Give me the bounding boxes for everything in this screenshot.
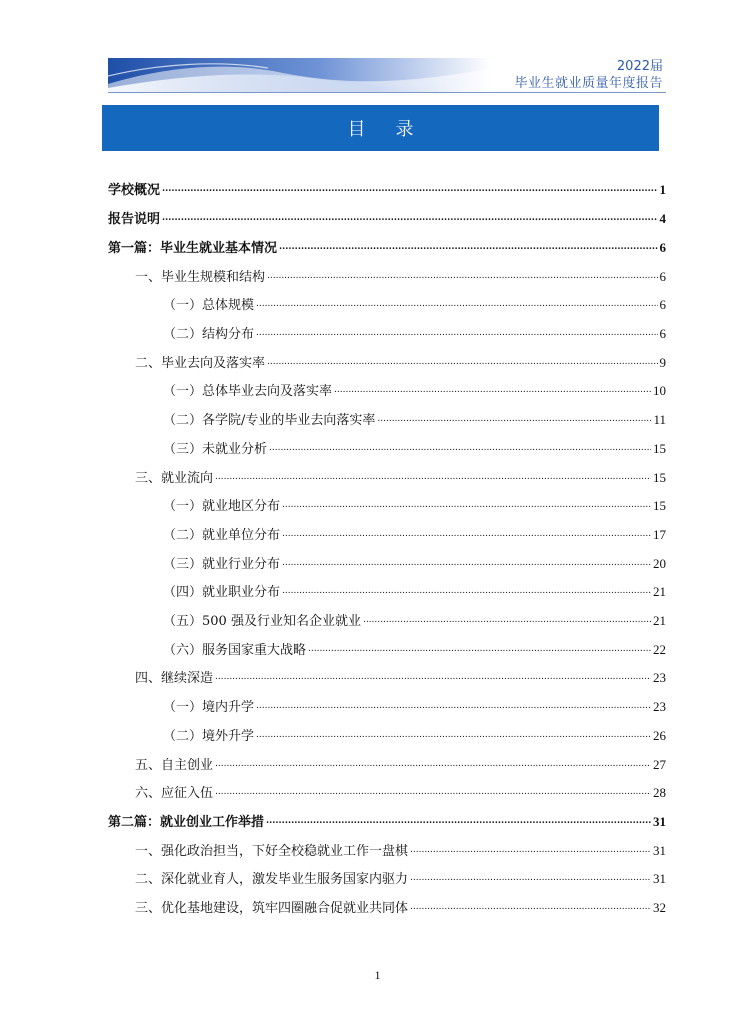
- toc-entry-page: 9: [659, 355, 666, 370]
- toc-dot-leader: [410, 841, 651, 856]
- toc-dot-leader: [282, 496, 651, 511]
- toc-entry-label: （六）服务国家重大战略: [163, 643, 307, 658]
- toc-entry-page: 31: [653, 843, 666, 858]
- toc-entry[interactable]: [108, 896, 666, 916]
- toc-dot-leader: [377, 410, 651, 425]
- toc-dot-leader: [308, 640, 651, 655]
- toc-entry[interactable]: [108, 408, 666, 428]
- toc-dot-leader: [162, 180, 657, 195]
- toc-dot-leader: [256, 726, 651, 741]
- toc-entry-page: 21: [653, 584, 666, 599]
- toc-entry[interactable]: [108, 265, 666, 285]
- toc-entry-label: 二、深化就业育人，激发毕业生服务国家内驱力: [135, 872, 409, 887]
- toc-dot-leader: [267, 267, 657, 282]
- toc-entry-label: 六、应征入伍: [135, 786, 214, 801]
- toc-entry[interactable]: [108, 867, 666, 887]
- header-year: 2022届: [616, 59, 663, 74]
- toc-entry-page: 27: [653, 757, 666, 772]
- toc-entry-page: 6: [659, 297, 666, 312]
- toc-entry-label: （二）各学院/专业的毕业去向落实率: [163, 413, 376, 428]
- toc-entry-label: （二）就业单位分布: [163, 528, 281, 543]
- toc-entry-page: 23: [653, 699, 666, 714]
- toc-entry-page: 6: [659, 269, 666, 284]
- toc-entry-page: 1: [659, 182, 666, 197]
- toc-entry-page: 23: [653, 670, 666, 685]
- toc-entry[interactable]: [108, 178, 666, 198]
- toc-entry-page: 10: [653, 383, 666, 398]
- toc-entry-page: 15: [653, 441, 666, 456]
- toc-entry-page: 22: [653, 642, 666, 657]
- toc-entry-label: （一）境内升学: [163, 700, 255, 715]
- toc-entry-page: 20: [653, 556, 666, 571]
- toc-dot-leader: [410, 869, 651, 884]
- toc-entry-page: 4: [659, 211, 666, 226]
- toc-entry-page: 28: [653, 785, 666, 800]
- toc-entry-page: 15: [653, 470, 666, 485]
- toc-entry-label: 报告说明: [108, 212, 161, 227]
- toc-dot-leader: [279, 238, 657, 253]
- toc-dot-leader: [269, 439, 651, 454]
- toc-entry[interactable]: [108, 724, 666, 744]
- toc-entry-label: 第二篇：就业创业工作举措: [108, 815, 265, 830]
- toc-entry-page: 31: [653, 814, 666, 829]
- toc-entry-label: （一）总体毕业去向及落实率: [163, 384, 333, 399]
- toc-entry-page: 26: [653, 728, 666, 743]
- toc-entry[interactable]: [108, 293, 666, 313]
- toc-entry-page: 31: [653, 871, 666, 886]
- toc-dot-leader: [266, 812, 651, 827]
- toc-entry[interactable]: [108, 781, 666, 801]
- toc-entry-label: （三）就业行业分布: [163, 557, 281, 572]
- toc-entry[interactable]: [108, 322, 666, 342]
- toc-entry-page: 15: [653, 498, 666, 513]
- toc-entry-label: 一、毕业生规模和结构: [135, 270, 266, 285]
- toc-entry[interactable]: [108, 466, 666, 486]
- toc-entry[interactable]: [108, 523, 666, 543]
- toc-dot-leader: [282, 525, 651, 540]
- toc-title-bar: [102, 105, 659, 151]
- toc-entry-page: 6: [659, 326, 666, 341]
- toc-entry-page: 11: [653, 412, 666, 427]
- toc-dot-leader: [267, 353, 657, 368]
- toc-dot-leader: [334, 381, 651, 396]
- toc-dot-leader: [256, 324, 657, 339]
- toc-dot-leader: [215, 468, 651, 483]
- toc-entry-label: （三）未就业分析: [163, 442, 268, 457]
- toc-entry[interactable]: [108, 379, 666, 399]
- toc-entry[interactable]: [108, 207, 666, 227]
- toc-entry[interactable]: [108, 638, 666, 658]
- toc-entry-label: 第一篇：毕业生就业基本情况: [108, 241, 278, 256]
- toc-entry-label: 一、强化政治担当，下好全校稳就业工作一盘棋: [135, 844, 409, 859]
- toc-entry-label: （一）总体规模: [163, 298, 255, 313]
- toc-entry-page: 17: [653, 527, 666, 542]
- toc-entry[interactable]: [108, 695, 666, 715]
- toc-entry[interactable]: [108, 810, 666, 830]
- toc-entry-label: （四）就业职业分布: [163, 585, 281, 600]
- toc-entry-label: （一）就业地区分布: [163, 499, 281, 514]
- toc-entry[interactable]: [108, 494, 666, 514]
- header-divider: [108, 92, 666, 93]
- toc-dot-leader: [215, 783, 651, 798]
- toc-entry[interactable]: [108, 552, 666, 572]
- toc-entry[interactable]: [108, 437, 666, 457]
- wave-banner-image: [108, 58, 492, 92]
- toc-entry[interactable]: [108, 351, 666, 371]
- toc-entry[interactable]: [108, 753, 666, 773]
- toc-entry[interactable]: [108, 236, 666, 256]
- toc-entry-label: （二）境外升学: [163, 729, 255, 744]
- toc-entry[interactable]: [108, 580, 666, 600]
- toc-dot-leader: [215, 755, 651, 770]
- toc-dot-leader: [256, 295, 657, 310]
- toc-dot-leader: [256, 697, 651, 712]
- toc-dot-leader: [215, 668, 651, 683]
- toc-entry-label: 四、继续深造: [135, 671, 214, 686]
- toc-entry[interactable]: [108, 609, 666, 629]
- toc-entry-label: （五）500 强及行业知名企业就业: [163, 614, 361, 629]
- toc-dot-leader: [410, 898, 651, 913]
- toc-entry-page: 6: [659, 240, 666, 255]
- header-subtitle: 毕业生就业质量年度报告: [514, 76, 663, 91]
- toc-entry[interactable]: [108, 839, 666, 859]
- toc-entry-page: 32: [653, 900, 666, 915]
- toc-entry-label: 五、自主创业: [135, 758, 214, 773]
- toc-entry-label: 学校概况: [108, 183, 161, 198]
- toc-entry-label: （二）结构分布: [163, 327, 255, 342]
- toc-dot-leader: [282, 554, 651, 569]
- toc-dot-leader: [363, 611, 651, 626]
- toc-entry[interactable]: [108, 666, 666, 686]
- toc-title: 目录: [347, 119, 444, 140]
- toc-entry-page: 21: [653, 613, 666, 628]
- page-number: 1: [374, 968, 381, 982]
- toc-dot-leader: [282, 582, 651, 597]
- header-banner-graphic: [108, 58, 492, 92]
- toc-entry-label: 三、优化基地建设，筑牢四圈融合促就业共同体: [135, 901, 409, 916]
- toc-dot-leader: [162, 209, 657, 224]
- running-header: [514, 58, 663, 92]
- toc-entry-label: 二、毕业去向及落实率: [135, 356, 266, 371]
- toc-entry-label: 三、就业流向: [135, 471, 214, 486]
